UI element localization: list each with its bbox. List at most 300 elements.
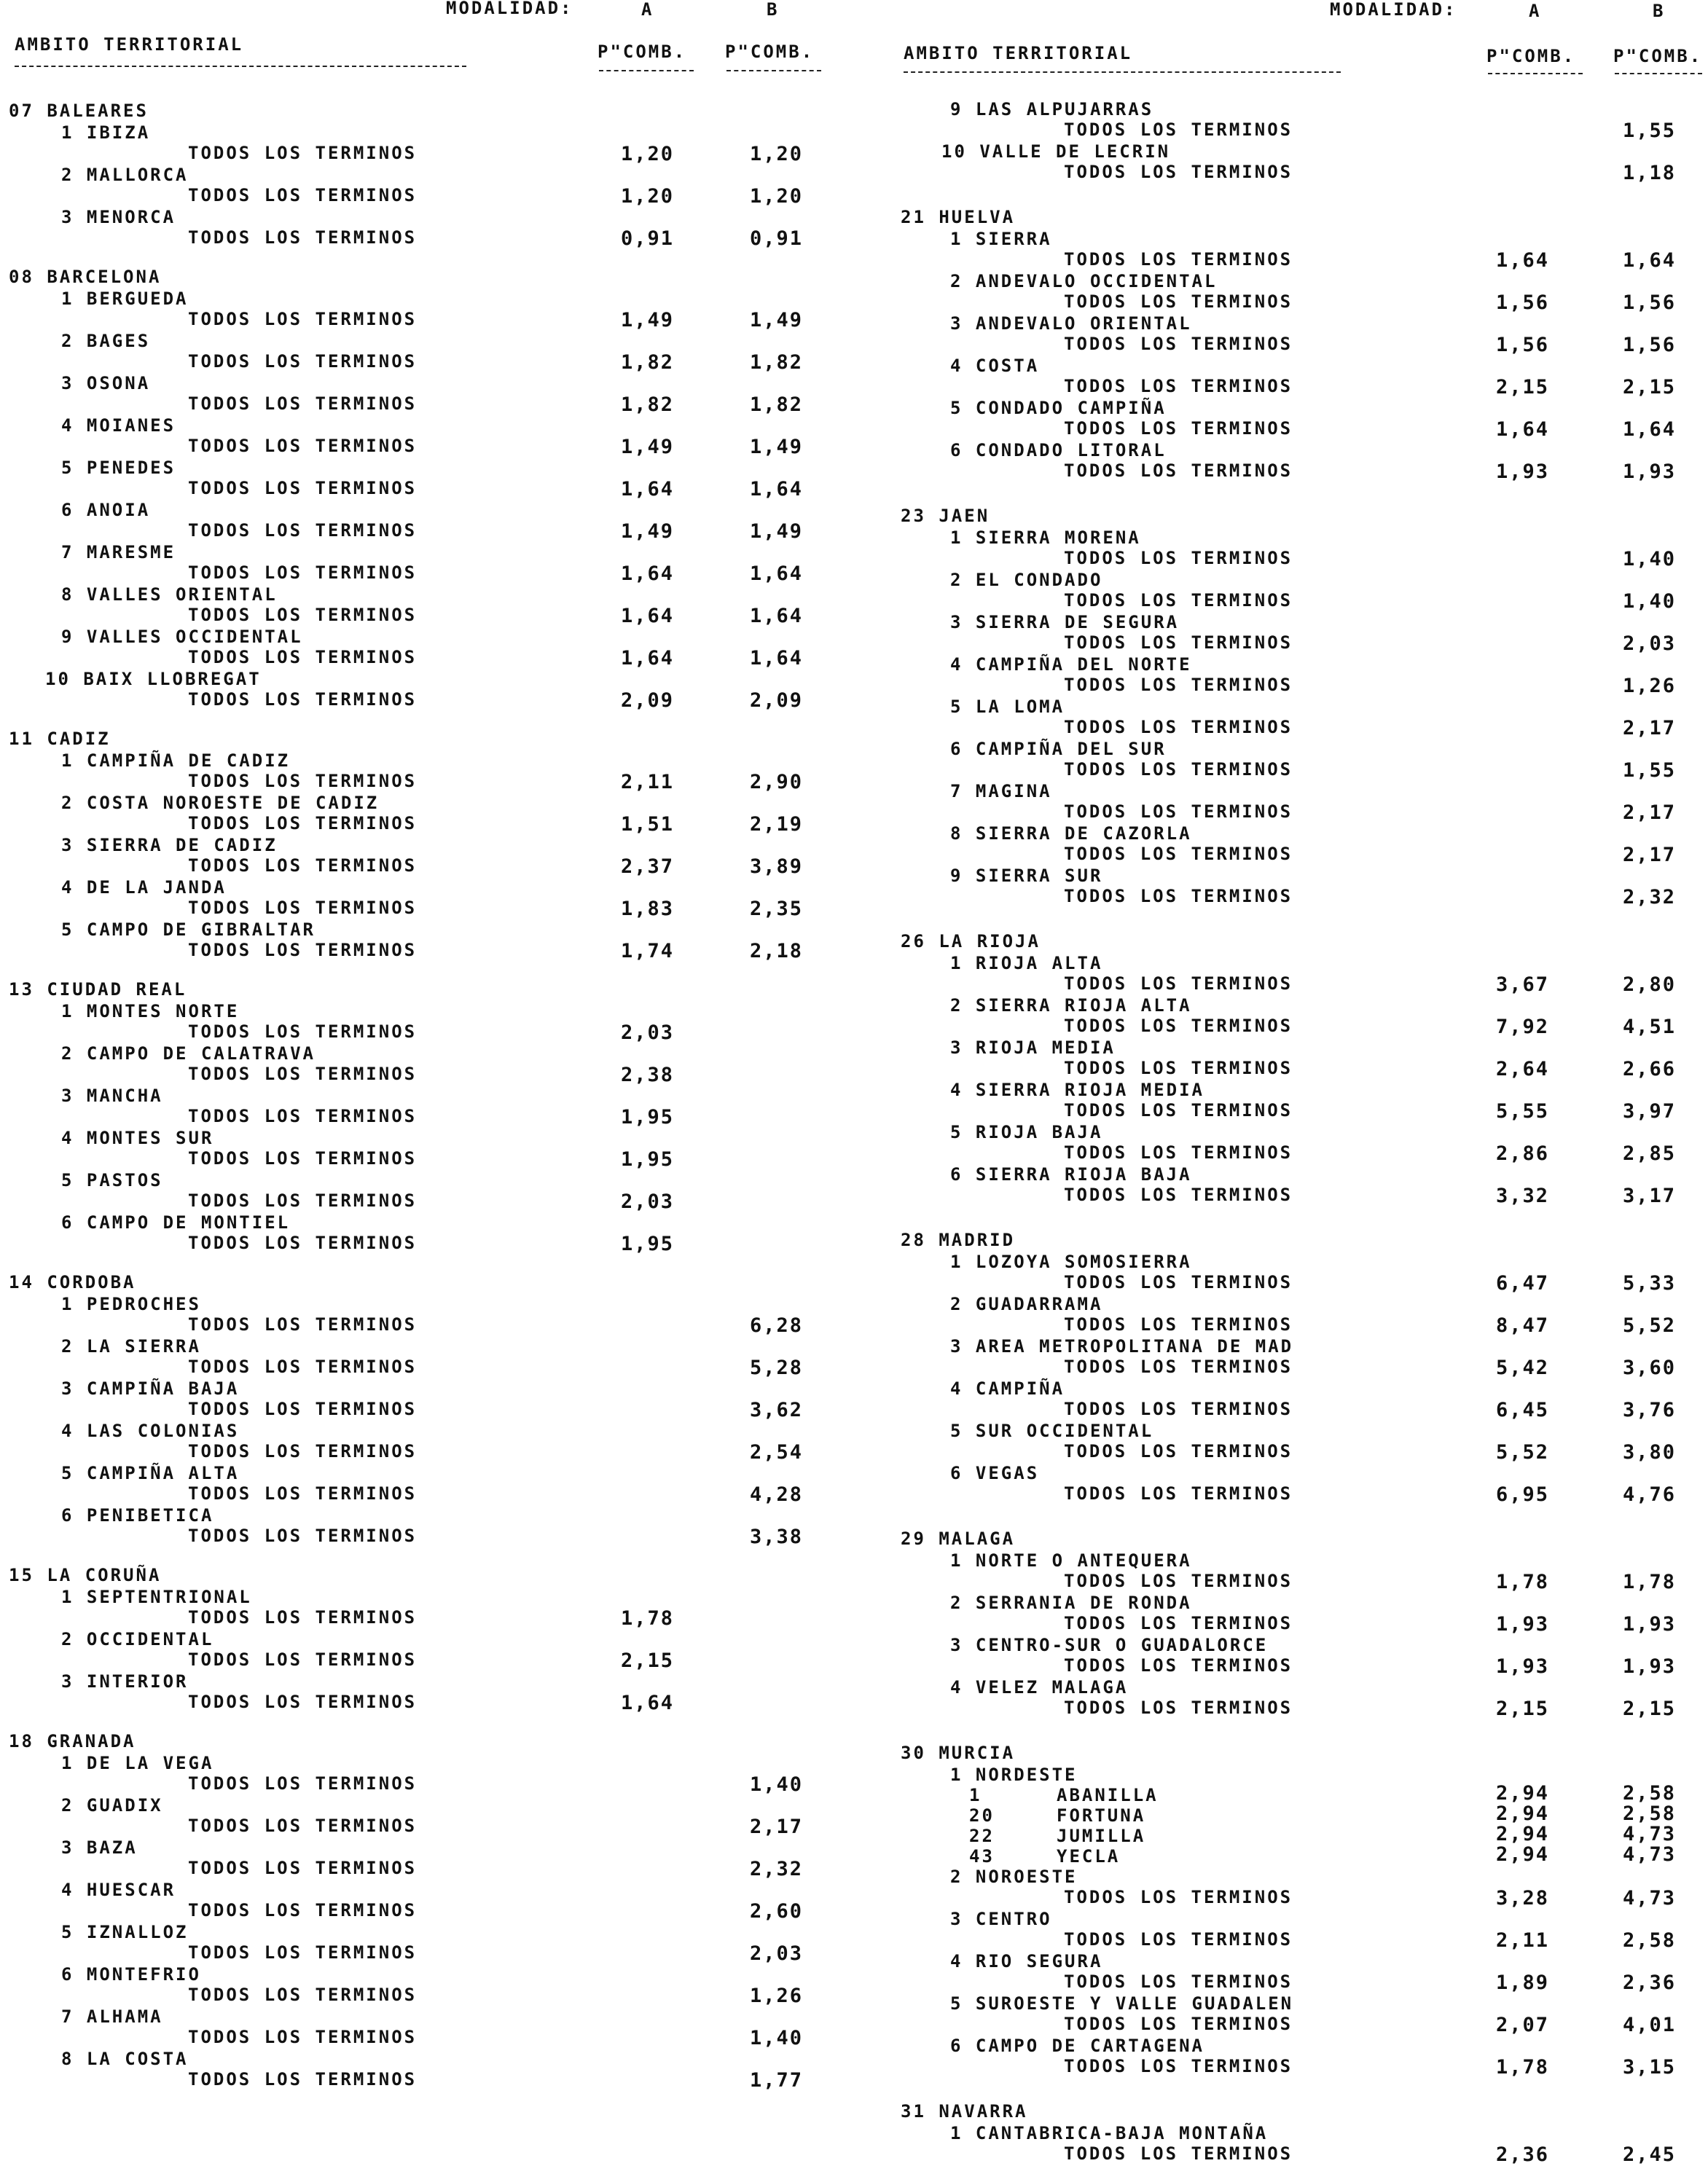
value-b: 0,91 <box>749 227 803 250</box>
comarca-label: 6 CAMPO DE MONTIEL <box>61 1212 291 1233</box>
value-b: 4,73 <box>1622 1887 1676 1910</box>
term-label: TODOS LOS TERMINOS <box>188 1692 418 1712</box>
term-label: TODOS LOS TERMINOS <box>188 1021 418 1042</box>
comarca-label: 2 BAGES <box>61 331 151 351</box>
comarca-label: 9 VALLES OCCIDENTAL <box>61 627 303 647</box>
comarca-label: 2 SERRANIA DE RONDA <box>950 1593 1192 1613</box>
ambito-heading: AMBITO TERRITORIAL <box>15 34 244 55</box>
comarca-label: 3 MENORCA <box>61 207 176 227</box>
municipio-number: 43 <box>969 1846 995 1867</box>
comarca-label: 3 CENTRO-SUR O GUADALORCE <box>950 1635 1269 1655</box>
comarca-label: 6 ANOIA <box>61 500 151 520</box>
municipio-name: ABANILLA <box>1057 1785 1159 1805</box>
value-a: 1,93 <box>1495 460 1549 483</box>
term-label: TODOS LOS TERMINOS <box>1064 759 1293 780</box>
term-label: TODOS LOS TERMINOS <box>1064 590 1293 611</box>
value-b: 2,54 <box>749 1441 803 1464</box>
value-b: 4,76 <box>1622 1483 1676 1506</box>
value-a: 1,78 <box>620 1607 674 1630</box>
value-b: 2,03 <box>749 1942 803 1965</box>
header-rule <box>1615 73 1702 74</box>
term-label: TODOS LOS TERMINOS <box>188 436 418 456</box>
comarca-label: 2 GUADIX <box>61 1795 163 1816</box>
comarca-label: 8 VALLES ORIENTAL <box>61 584 278 605</box>
province-header: 15 LA CORUÑA <box>9 1565 162 1585</box>
municipio-name: JUMILLA <box>1057 1826 1146 1846</box>
value-b: 1,49 <box>749 520 803 543</box>
value-a: 7,92 <box>1495 1016 1549 1038</box>
value-b: 1,64 <box>749 647 803 670</box>
term-label: TODOS LOS TERMINOS <box>1064 2143 1293 2164</box>
comarca-label: 7 ALHAMA <box>61 2006 163 2027</box>
comarca-label: 3 AREA METROPOLITANA DE MAD <box>950 1336 1294 1357</box>
term-label: TODOS LOS TERMINOS <box>1064 1887 1293 1907</box>
value-a: 1,64 <box>1495 249 1549 272</box>
term-label: TODOS LOS TERMINOS <box>188 647 418 667</box>
comarca-label: 6 VEGAS <box>950 1463 1040 1483</box>
province-header: 08 BARCELONA <box>9 267 162 287</box>
comarca-label: 5 CAMPO DE GIBRALTAR <box>61 919 316 940</box>
comarca-label: 6 CONDADO LITORAL <box>950 440 1167 460</box>
term-label: TODOS LOS TERMINOS <box>1064 1100 1293 1121</box>
municipio-number: 22 <box>969 1826 995 1846</box>
value-a: 2,15 <box>1495 1698 1549 1720</box>
value-a: 1,93 <box>1495 1655 1549 1678</box>
comarca-label: 6 PENIBETICA <box>61 1505 214 1526</box>
comarca-label: 1 PEDROCHES <box>61 1294 201 1314</box>
value-b: 2,90 <box>749 771 803 793</box>
value-a: 2,11 <box>1495 1929 1549 1952</box>
header-rule <box>599 70 694 71</box>
value-b: 2,60 <box>749 1900 803 1923</box>
term-label: TODOS LOS TERMINOS <box>188 1314 418 1335</box>
comarca-label: 1 MONTES NORTE <box>61 1001 240 1021</box>
comarca-label: 3 SIERRA DE SEGURA <box>950 612 1180 632</box>
term-label: TODOS LOS TERMINOS <box>1064 1058 1293 1078</box>
comarca-label: 5 SUROESTE Y VALLE GUADALEN <box>950 1993 1294 2014</box>
col-b-heading: B <box>1653 1 1666 21</box>
comarca-label: 4 MONTES SUR <box>61 1128 214 1148</box>
comarca-label: 2 COSTA NOROESTE DE CADIZ <box>61 793 380 813</box>
term-label: TODOS LOS TERMINOS <box>1064 1441 1293 1461</box>
term-label: TODOS LOS TERMINOS <box>188 940 418 960</box>
value-b: 2,58 <box>1622 1929 1676 1952</box>
pcomb-a-heading: P"COMB. <box>598 42 687 62</box>
value-a: 1,82 <box>620 393 674 416</box>
comarca-label: 5 PENEDES <box>61 458 176 478</box>
term-label: TODOS LOS TERMINOS <box>188 1900 418 1920</box>
value-b: 1,26 <box>749 1985 803 2007</box>
value-b: 5,28 <box>749 1357 803 1379</box>
province-header: 31 NAVARRA <box>901 2101 1028 2122</box>
value-a: 1,64 <box>620 562 674 585</box>
term-label: TODOS LOS TERMINOS <box>188 1942 418 1963</box>
value-b: 1,77 <box>749 2069 803 2092</box>
term-label: TODOS LOS TERMINOS <box>1064 2056 1293 2076</box>
term-label: TODOS LOS TERMINOS <box>188 813 418 833</box>
term-label: TODOS LOS TERMINOS <box>188 1190 418 1211</box>
comarca-label: 1 LOZOYA SOMOSIERRA <box>950 1252 1192 1272</box>
value-a: 1,93 <box>1495 1613 1549 1636</box>
comarca-label: 1 BERGUEDA <box>61 289 189 309</box>
comarca-label: 1 SIERRA MORENA <box>950 527 1141 548</box>
value-a: 3,28 <box>1495 1887 1549 1910</box>
comarca-label: 1 NORDESTE <box>950 1765 1078 1785</box>
term-label: TODOS LOS TERMINOS <box>188 1064 418 1084</box>
term-label: TODOS LOS TERMINOS <box>1064 548 1293 568</box>
header-rule <box>15 66 466 67</box>
term-label: TODOS LOS TERMINOS <box>188 771 418 791</box>
term-label: TODOS LOS TERMINOS <box>188 1148 418 1169</box>
province-header: 30 MURCIA <box>901 1743 1016 1763</box>
comarca-label: 3 ANDEVALO ORIENTAL <box>950 313 1192 334</box>
comarca-label: 4 CAMPIÑA <box>950 1378 1065 1399</box>
value-a: 1,49 <box>620 436 674 458</box>
comarca-label: 2 SIERRA RIOJA ALTA <box>950 995 1192 1016</box>
province-header: 07 BALEARES <box>9 101 149 121</box>
value-a: 1,74 <box>620 940 674 962</box>
value-b: 3,76 <box>1622 1399 1676 1421</box>
comarca-label: 6 CAMPO DE CARTAGENA <box>950 2036 1204 2056</box>
value-a: 2,94 <box>1495 1802 1549 1825</box>
term-label: TODOS LOS TERMINOS <box>1064 717 1293 737</box>
value-b: 2,17 <box>749 1816 803 1838</box>
comarca-label: 2 NOROESTE <box>950 1867 1078 1887</box>
header-rule <box>904 71 1341 73</box>
value-b: 3,15 <box>1622 2056 1676 2079</box>
term-label: TODOS LOS TERMINOS <box>1064 1698 1293 1718</box>
value-a: 2,86 <box>1495 1142 1549 1165</box>
col-a-heading: A <box>641 0 654 20</box>
comarca-label: 9 LAS ALPUJARRAS <box>950 99 1154 119</box>
value-a: 1,82 <box>620 351 674 374</box>
value-b: 2,17 <box>1622 717 1676 739</box>
value-b: 1,93 <box>1622 460 1676 483</box>
value-a: 1,95 <box>620 1233 674 1255</box>
term-label: TODOS LOS TERMINOS <box>188 1858 418 1878</box>
value-a: 1,89 <box>1495 1971 1549 1994</box>
value-a: 2,15 <box>620 1649 674 1672</box>
value-b: 1,56 <box>1622 291 1676 314</box>
value-b: 3,80 <box>1622 1441 1676 1464</box>
comarca-label: 4 COSTA <box>950 356 1040 376</box>
comarca-label: 6 SIERRA RIOJA BAJA <box>950 1164 1192 1185</box>
value-a: 1,56 <box>1495 291 1549 314</box>
municipio-name: YECLA <box>1057 1846 1121 1867</box>
value-b: 1,64 <box>1622 249 1676 272</box>
comarca-label: 5 PASTOS <box>61 1170 163 1190</box>
term-label: TODOS LOS TERMINOS <box>1064 1272 1293 1292</box>
value-a: 1,64 <box>620 1692 674 1714</box>
term-label: TODOS LOS TERMINOS <box>1064 1483 1293 1504</box>
value-a: 5,52 <box>1495 1441 1549 1464</box>
term-label: TODOS LOS TERMINOS <box>1064 1655 1293 1676</box>
value-a: 2,94 <box>1495 1843 1549 1866</box>
comarca-label: 5 RIOJA BAJA <box>950 1122 1103 1142</box>
value-a: 1,78 <box>1495 2056 1549 2079</box>
value-b: 3,17 <box>1622 1185 1676 1207</box>
value-b: 2,85 <box>1622 1142 1676 1165</box>
comarca-label: 3 CAMPIÑA BAJA <box>61 1378 240 1399</box>
value-b: 2,80 <box>1622 973 1676 996</box>
comarca-label: 3 INTERIOR <box>61 1671 189 1692</box>
pcomb-a-heading: P"COMB. <box>1486 46 1576 66</box>
value-b: 1,49 <box>749 436 803 458</box>
term-label: TODOS LOS TERMINOS <box>188 898 418 918</box>
value-a: 1,95 <box>620 1148 674 1171</box>
term-label: TODOS LOS TERMINOS <box>1064 801 1293 822</box>
col-b-heading: B <box>767 0 780 20</box>
term-label: TODOS LOS TERMINOS <box>1064 1929 1293 1950</box>
comarca-label: 8 LA COSTA <box>61 2049 189 2069</box>
comarca-label: 3 RIOJA MEDIA <box>950 1037 1116 1058</box>
value-b: 4,51 <box>1622 1016 1676 1038</box>
term-label: TODOS LOS TERMINOS <box>1064 1613 1293 1633</box>
term-label: TODOS LOS TERMINOS <box>188 1106 418 1126</box>
comarca-label: 1 CANTABRICA-BAJA MONTAÑA <box>950 2123 1269 2143</box>
term-label: TODOS LOS TERMINOS <box>1064 1971 1293 1992</box>
comarca-label: 5 SUR OCCIDENTAL <box>950 1421 1154 1441</box>
comarca-label: 5 CAMPIÑA ALTA <box>61 1463 240 1483</box>
comarca-label: 6 CAMPIÑA DEL SUR <box>950 739 1167 759</box>
value-a: 6,45 <box>1495 1399 1549 1421</box>
value-b: 2,17 <box>1622 844 1676 866</box>
comarca-label: 3 BAZA <box>61 1837 138 1858</box>
value-a: 2,03 <box>620 1021 674 1044</box>
province-header: 28 MADRID <box>901 1230 1016 1250</box>
value-a: 1,64 <box>1495 418 1549 441</box>
value-b: 2,09 <box>749 689 803 712</box>
value-a: 1,83 <box>620 898 674 920</box>
term-label: TODOS LOS TERMINOS <box>188 520 418 541</box>
value-a: 2,07 <box>1495 2014 1549 2036</box>
comarca-label: 5 IZNALLOZ <box>61 1922 189 1942</box>
term-label: TODOS LOS TERMINOS <box>188 689 418 710</box>
value-a: 1,95 <box>620 1106 674 1129</box>
value-a: 6,95 <box>1495 1483 1549 1506</box>
value-b: 2,35 <box>749 898 803 920</box>
value-b: 4,73 <box>1622 1843 1676 1866</box>
value-b: 1,93 <box>1622 1655 1676 1678</box>
term-label: TODOS LOS TERMINOS <box>1064 291 1293 312</box>
comarca-label: 3 CENTRO <box>950 1909 1052 1929</box>
term-label: TODOS LOS TERMINOS <box>1064 675 1293 695</box>
comarca-label: 4 SIERRA RIOJA MEDIA <box>950 1080 1204 1100</box>
value-b: 2,19 <box>749 813 803 836</box>
term-label: TODOS LOS TERMINOS <box>1064 844 1293 864</box>
province-header: 26 LA RIOJA <box>901 931 1041 951</box>
value-a: 1,51 <box>620 813 674 836</box>
value-b: 1,55 <box>1622 759 1676 782</box>
value-a: 8,47 <box>1495 1314 1549 1337</box>
value-b: 2,32 <box>1622 886 1676 909</box>
value-a: 2,38 <box>620 1064 674 1086</box>
comarca-label: 4 DE LA JANDA <box>61 877 227 898</box>
pcomb-b-heading: P"COMB. <box>1613 46 1703 66</box>
term-label: TODOS LOS TERMINOS <box>188 2027 418 2047</box>
comarca-label: 6 MONTEFRIO <box>61 1964 201 1985</box>
comarca-label: 9 SIERRA SUR <box>950 866 1103 886</box>
value-b: 2,03 <box>1622 632 1676 655</box>
value-b: 5,33 <box>1622 1272 1676 1295</box>
value-b: 1,78 <box>1622 1571 1676 1593</box>
comarca-label: 4 RIO SEGURA <box>950 1951 1103 1971</box>
value-a: 2,11 <box>620 771 674 793</box>
value-b: 2,15 <box>1622 1698 1676 1720</box>
comarca-label: 7 MAGINA <box>950 781 1052 801</box>
value-b: 1,64 <box>749 605 803 627</box>
term-label: TODOS LOS TERMINOS <box>1064 1142 1293 1163</box>
comarca-label: 2 EL CONDADO <box>950 570 1103 590</box>
value-b: 1,56 <box>1622 334 1676 356</box>
value-a: 5,42 <box>1495 1357 1549 1379</box>
value-b: 1,40 <box>749 2027 803 2049</box>
term-label: TODOS LOS TERMINOS <box>188 605 418 625</box>
term-label: TODOS LOS TERMINOS <box>188 1773 418 1794</box>
comarca-label: 1 RIOJA ALTA <box>950 953 1103 973</box>
value-b: 1,49 <box>749 309 803 331</box>
modalidad-label: MODALIDAD: <box>446 0 573 18</box>
value-a: 1,64 <box>620 605 674 627</box>
value-b: 3,38 <box>749 1526 803 1548</box>
comarca-label: 1 SEPTENTRIONAL <box>61 1587 252 1607</box>
comarca-label: 1 CAMPIÑA DE CADIZ <box>61 750 291 771</box>
value-a: 3,32 <box>1495 1185 1549 1207</box>
value-a: 2,03 <box>620 1190 674 1213</box>
comarca-label: 1 NORTE O ANTEQUERA <box>950 1550 1192 1571</box>
term-label: TODOS LOS TERMINOS <box>188 309 418 329</box>
term-label: TODOS LOS TERMINOS <box>1064 249 1293 270</box>
value-b: 3,89 <box>749 855 803 878</box>
value-b: 4,28 <box>749 1483 803 1506</box>
term-label: TODOS LOS TERMINOS <box>188 1526 418 1546</box>
value-a: 2,37 <box>620 855 674 878</box>
term-label: TODOS LOS TERMINOS <box>188 1483 418 1504</box>
term-label: TODOS LOS TERMINOS <box>188 1649 418 1670</box>
value-b: 2,58 <box>1622 1802 1676 1825</box>
value-b: 1,64 <box>1622 418 1676 441</box>
value-b: 5,52 <box>1622 1314 1676 1337</box>
term-label: TODOS LOS TERMINOS <box>1064 119 1293 140</box>
comarca-label: 4 HUESCAR <box>61 1880 176 1900</box>
municipio-number: 20 <box>969 1805 995 1826</box>
comarca-label: 2 CAMPO DE CALATRAVA <box>61 1043 316 1064</box>
term-label: TODOS LOS TERMINOS <box>188 1816 418 1836</box>
term-label: TODOS LOS TERMINOS <box>188 185 418 205</box>
province-header: 23 JAEN <box>901 506 990 526</box>
term-label: TODOS LOS TERMINOS <box>1064 1185 1293 1205</box>
term-label: TODOS LOS TERMINOS <box>1064 2014 1293 2034</box>
value-b: 2,17 <box>1622 801 1676 824</box>
province-header: 29 MALAGA <box>901 1529 1016 1549</box>
value-b: 2,45 <box>1622 2143 1676 2166</box>
value-b: 2,36 <box>1622 1971 1676 1994</box>
value-a: 1,78 <box>1495 1571 1549 1593</box>
comarca-label: 4 CAMPIÑA DEL NORTE <box>950 654 1192 675</box>
comarca-label: 2 GUADARRAMA <box>950 1294 1103 1314</box>
value-a: 1,20 <box>620 143 674 165</box>
pcomb-b-heading: P"COMB. <box>725 42 815 62</box>
term-label: TODOS LOS TERMINOS <box>188 2069 418 2090</box>
value-b: 1,40 <box>1622 590 1676 613</box>
term-label: TODOS LOS TERMINOS <box>188 1985 418 2005</box>
value-b: 2,66 <box>1622 1058 1676 1080</box>
comarca-label: 2 MALLORCA <box>61 165 189 185</box>
term-label: TODOS LOS TERMINOS <box>1064 1571 1293 1591</box>
value-a: 2,94 <box>1495 1782 1549 1805</box>
comarca-label: 10 BAIX LLOBREGAT <box>45 669 262 689</box>
term-label: TODOS LOS TERMINOS <box>1064 334 1293 354</box>
value-b: 1,20 <box>749 143 803 165</box>
value-b: 1,40 <box>1622 548 1676 570</box>
term-label: TODOS LOS TERMINOS <box>1064 460 1293 481</box>
comarca-label: 2 OCCIDENTAL <box>61 1629 214 1649</box>
value-b: 1,93 <box>1622 1613 1676 1636</box>
comarca-label: 3 MANCHA <box>61 1086 163 1106</box>
value-a: 3,67 <box>1495 973 1549 996</box>
value-b: 2,32 <box>749 1858 803 1880</box>
comarca-label: 10 VALLE DE LECRIN <box>941 141 1171 162</box>
comarca-label: 4 VELEZ MALAGA <box>950 1677 1129 1698</box>
value-b: 4,01 <box>1622 2014 1676 2036</box>
municipio-name: FORTUNA <box>1057 1805 1146 1826</box>
term-label: TODOS LOS TERMINOS <box>1064 418 1293 439</box>
term-label: TODOS LOS TERMINOS <box>188 1399 418 1419</box>
value-b: 4,73 <box>1622 1823 1676 1845</box>
term-label: TODOS LOS TERMINOS <box>188 143 418 163</box>
value-a: 2,94 <box>1495 1823 1549 1845</box>
term-label: TODOS LOS TERMINOS <box>188 1441 418 1461</box>
comarca-label: 1 DE LA VEGA <box>61 1753 214 1773</box>
term-label: TODOS LOS TERMINOS <box>188 1233 418 1253</box>
term-label: TODOS LOS TERMINOS <box>1064 886 1293 906</box>
comarca-label: 4 MOIANES <box>61 415 176 436</box>
value-b: 1,26 <box>1622 675 1676 697</box>
term-label: TODOS LOS TERMINOS <box>188 562 418 583</box>
term-label: TODOS LOS TERMINOS <box>1064 376 1293 396</box>
comarca-label: 3 SIERRA DE CADIZ <box>61 835 278 855</box>
value-b: 1,20 <box>749 185 803 208</box>
comarca-label: 2 ANDEVALO OCCIDENTAL <box>950 271 1218 291</box>
value-b: 3,60 <box>1622 1357 1676 1379</box>
term-label: TODOS LOS TERMINOS <box>1064 1016 1293 1036</box>
value-b: 6,28 <box>749 1314 803 1337</box>
province-header: 11 CADIZ <box>9 729 111 749</box>
col-a-heading: A <box>1529 1 1542 21</box>
province-header: 18 GRANADA <box>9 1731 136 1751</box>
value-a: 0,91 <box>620 227 674 250</box>
value-b: 1,18 <box>1622 162 1676 184</box>
comarca-label: 2 LA SIERRA <box>61 1336 201 1357</box>
term-label: TODOS LOS TERMINOS <box>188 1607 418 1628</box>
value-a: 5,55 <box>1495 1100 1549 1123</box>
header-rule <box>1488 73 1583 74</box>
comarca-label: 7 MARESME <box>61 542 176 562</box>
value-b: 3,62 <box>749 1399 803 1421</box>
value-a: 2,15 <box>1495 376 1549 399</box>
value-b: 2,58 <box>1622 1782 1676 1805</box>
value-b: 1,40 <box>749 1773 803 1796</box>
comarca-label: 1 SIERRA <box>950 229 1052 249</box>
comarca-label: 1 IBIZA <box>61 122 151 143</box>
comarca-label: 3 OSONA <box>61 373 151 393</box>
term-label: TODOS LOS TERMINOS <box>1064 162 1293 182</box>
value-b: 1,82 <box>749 393 803 416</box>
comarca-label: 4 LAS COLONIAS <box>61 1421 240 1441</box>
term-label: TODOS LOS TERMINOS <box>188 1357 418 1377</box>
value-b: 1,64 <box>749 478 803 501</box>
value-b: 2,18 <box>749 940 803 962</box>
